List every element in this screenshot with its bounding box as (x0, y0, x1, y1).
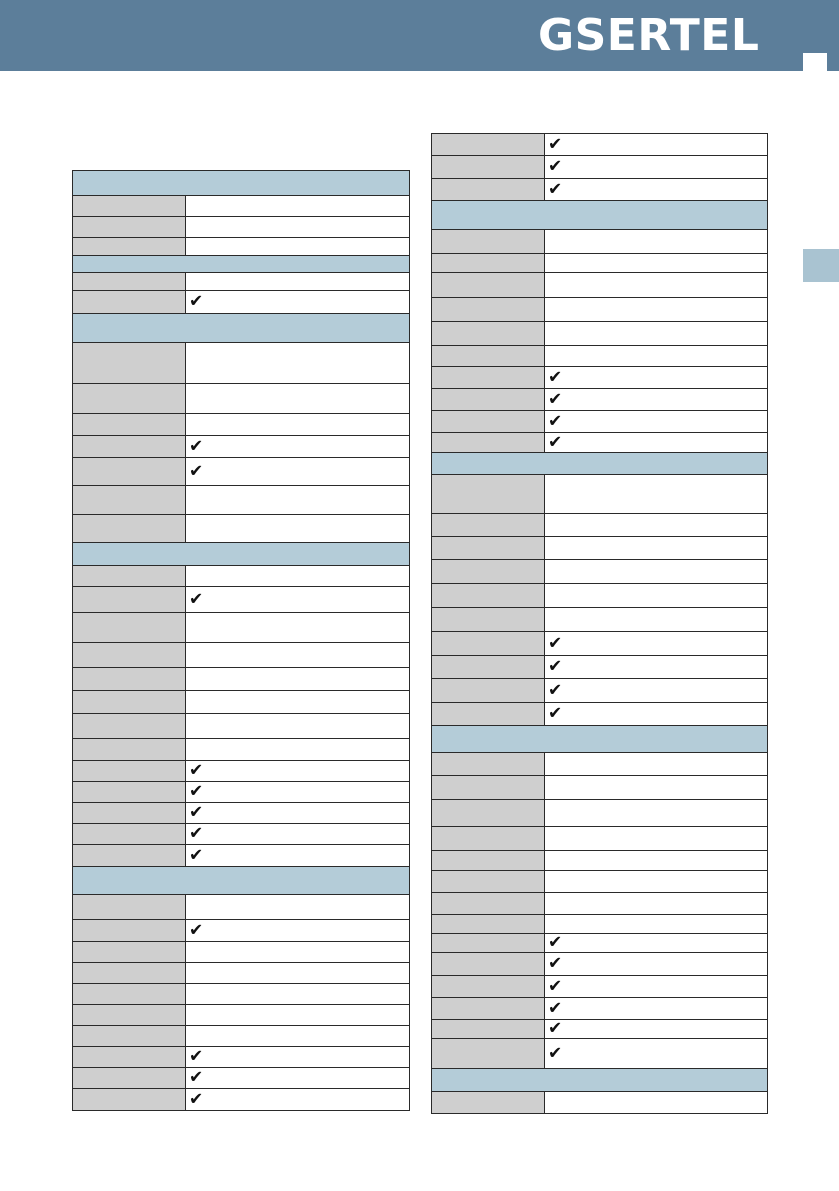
value-cell (545, 475, 767, 513)
label-cell (73, 1047, 186, 1067)
checkmark-icon: ✔ (548, 134, 563, 154)
table-row (432, 134, 767, 156)
table-row (73, 691, 409, 714)
value-cell (186, 436, 409, 457)
value-cell (186, 238, 409, 255)
value-cell (545, 156, 767, 178)
value-cell (545, 134, 767, 155)
table-row (432, 800, 767, 827)
label-cell (432, 298, 545, 321)
checkmark-icon: ✔ (548, 1018, 563, 1039)
label-cell (73, 291, 186, 313)
value-cell (186, 803, 409, 823)
table-row (73, 414, 409, 436)
table-row (73, 217, 409, 238)
table-row (73, 196, 409, 217)
checkmark-icon: ✔ (189, 802, 204, 823)
label-cell (73, 824, 186, 844)
label-cell (432, 389, 545, 410)
table-row (73, 486, 409, 515)
label-cell (432, 608, 545, 631)
table-row (432, 433, 767, 453)
value-cell (545, 656, 767, 678)
label-cell (73, 782, 186, 802)
value-cell (186, 414, 409, 435)
table-row (432, 346, 767, 367)
table-row (432, 179, 767, 201)
table-row (432, 851, 767, 871)
table-row (432, 322, 767, 346)
label-cell (73, 920, 186, 941)
table-row (73, 384, 409, 414)
label-cell (73, 273, 186, 290)
table-row (73, 515, 409, 543)
value-cell (545, 679, 767, 702)
value-cell (186, 486, 409, 514)
table-row (432, 1020, 767, 1039)
checkmark-icon: ✔ (189, 1067, 204, 1088)
table-row (432, 934, 767, 953)
table-row (73, 643, 409, 668)
label-cell (73, 761, 186, 781)
value-cell (545, 953, 767, 975)
table-row (432, 254, 767, 273)
table-row (73, 1089, 409, 1110)
label-cell (432, 179, 545, 200)
label-cell (432, 703, 545, 725)
table-row (432, 230, 767, 254)
label-cell (432, 433, 545, 452)
section-side-tab (803, 249, 839, 282)
label-cell (432, 322, 545, 345)
label-cell (73, 566, 186, 586)
table-row (432, 389, 767, 411)
label-cell (432, 934, 545, 952)
table-row (432, 584, 767, 608)
label-cell (432, 998, 545, 1019)
table-row (73, 238, 409, 256)
table-row (73, 1005, 409, 1026)
section-header-row (432, 201, 767, 230)
value-cell (186, 566, 409, 586)
label-cell (432, 156, 545, 178)
value-cell (186, 824, 409, 844)
table-row (432, 915, 767, 934)
table-row (432, 827, 767, 851)
value-cell (545, 827, 767, 850)
value-cell (186, 384, 409, 413)
label-cell (432, 273, 545, 297)
value-cell (545, 608, 767, 631)
value-cell (545, 800, 767, 826)
label-cell (73, 587, 186, 612)
value-cell (545, 322, 767, 345)
table-row (432, 537, 767, 560)
value-cell (186, 668, 409, 690)
value-cell (186, 515, 409, 542)
table-row (73, 845, 409, 867)
table-row (432, 298, 767, 322)
value-cell (186, 1047, 409, 1067)
value-cell (545, 179, 767, 200)
section-header-row (73, 171, 409, 196)
label-cell (432, 753, 545, 775)
value-cell (545, 346, 767, 366)
label-cell (432, 1092, 545, 1113)
label-cell (73, 414, 186, 435)
value-cell (186, 963, 409, 983)
value-cell (545, 389, 767, 410)
value-cell (186, 273, 409, 290)
value-cell (545, 893, 767, 914)
value-cell (186, 1026, 409, 1046)
table-row (73, 1068, 409, 1089)
table-row (432, 475, 767, 514)
label-cell (432, 230, 545, 253)
checkmark-icon: ✔ (548, 1043, 563, 1063)
label-cell (73, 486, 186, 514)
value-cell (545, 514, 767, 536)
value-cell (545, 976, 767, 997)
label-cell (73, 984, 186, 1004)
label-cell (73, 384, 186, 413)
section-header-row (73, 543, 409, 566)
value-cell (186, 942, 409, 962)
label-cell (73, 803, 186, 823)
label-cell (73, 436, 186, 457)
right-spec-table (431, 133, 768, 1114)
table-row (432, 608, 767, 632)
value-cell (545, 1092, 767, 1113)
label-cell (73, 739, 186, 760)
value-cell (545, 537, 767, 559)
value-cell (545, 560, 767, 583)
label-cell (73, 613, 186, 642)
label-cell (73, 643, 186, 667)
table-row (73, 920, 409, 942)
section-header-row (73, 256, 409, 273)
value-cell (545, 915, 767, 933)
checkmark-icon: ✔ (548, 680, 563, 700)
value-cell (545, 851, 767, 870)
value-cell (186, 739, 409, 760)
value-cell (186, 1089, 409, 1110)
checkmark-icon: ✔ (548, 432, 563, 452)
checkmark-icon: ✔ (548, 633, 563, 653)
checkmark-icon: ✔ (548, 953, 563, 974)
table-row (73, 291, 409, 314)
table-row (73, 436, 409, 458)
checkmark-icon: ✔ (548, 156, 563, 177)
value-cell (186, 217, 409, 237)
value-cell (545, 273, 767, 297)
table-row (73, 587, 409, 613)
checkmark-icon: ✔ (548, 411, 563, 431)
label-cell (73, 895, 186, 919)
table-row (432, 998, 767, 1020)
table-row (432, 893, 767, 915)
section-header-row (432, 726, 767, 753)
checkmark-icon: ✔ (548, 976, 563, 996)
checkmark-icon: ✔ (189, 1089, 204, 1109)
label-cell (73, 845, 186, 866)
checkmark-icon: ✔ (189, 920, 204, 940)
label-cell (432, 827, 545, 850)
label-cell (432, 514, 545, 536)
value-cell (545, 411, 767, 432)
table-row (432, 156, 767, 179)
value-cell (545, 367, 767, 388)
table-row (432, 411, 767, 433)
label-cell (432, 560, 545, 583)
value-cell (545, 1020, 767, 1038)
table-row (432, 1092, 767, 1113)
brand-logo: GSERTEL (538, 10, 760, 61)
checkmark-icon: ✔ (189, 760, 204, 781)
checkmark-icon: ✔ (189, 461, 204, 481)
section-header-row (73, 867, 409, 895)
label-cell (73, 196, 186, 216)
label-cell (432, 584, 545, 607)
table-row (73, 1047, 409, 1068)
checkmark-icon: ✔ (548, 656, 563, 677)
table-row (432, 976, 767, 998)
left-spec-table (72, 170, 410, 1111)
label-cell (432, 953, 545, 975)
label-cell (432, 1039, 545, 1068)
checkmark-icon: ✔ (189, 291, 204, 312)
table-row (73, 343, 409, 384)
table-row (73, 942, 409, 963)
label-cell (73, 515, 186, 542)
checkmark-icon: ✔ (548, 179, 563, 199)
table-row (73, 782, 409, 803)
value-cell (186, 845, 409, 866)
value-cell (545, 998, 767, 1019)
value-cell (186, 196, 409, 216)
checkmark-icon: ✔ (548, 703, 563, 724)
value-cell (186, 895, 409, 919)
value-cell (186, 691, 409, 713)
value-cell (545, 254, 767, 272)
section-header-row (432, 453, 767, 475)
value-cell (186, 761, 409, 781)
table-row (432, 679, 767, 703)
table-row (73, 761, 409, 782)
value-cell (545, 934, 767, 952)
value-cell (186, 343, 409, 383)
value-cell (545, 776, 767, 799)
label-cell (432, 800, 545, 826)
table-row (432, 514, 767, 537)
value-cell (186, 1005, 409, 1025)
label-cell (73, 942, 186, 962)
value-cell (545, 632, 767, 655)
value-cell (186, 613, 409, 642)
table-row (432, 1039, 767, 1069)
checkmark-icon: ✔ (548, 389, 563, 409)
label-cell (432, 537, 545, 559)
value-cell (186, 920, 409, 941)
label-cell (73, 963, 186, 983)
checkmark-icon: ✔ (548, 932, 563, 953)
checkmark-icon: ✔ (189, 845, 204, 865)
table-row (432, 656, 767, 679)
table-row (73, 458, 409, 486)
label-cell (432, 134, 545, 155)
value-cell (186, 1068, 409, 1088)
value-cell (186, 782, 409, 802)
table-row (73, 803, 409, 824)
section-header-row (73, 314, 409, 343)
value-cell (545, 584, 767, 607)
label-cell (73, 691, 186, 713)
label-cell (73, 714, 186, 738)
table-row (73, 895, 409, 920)
table-row (432, 367, 767, 389)
table-row (73, 668, 409, 691)
value-cell (545, 433, 767, 452)
label-cell (432, 915, 545, 933)
table-row (432, 703, 767, 726)
table-row (73, 963, 409, 984)
value-cell (186, 643, 409, 667)
value-cell (186, 291, 409, 313)
value-cell (545, 298, 767, 321)
checkmark-icon: ✔ (548, 998, 563, 1018)
label-cell (432, 776, 545, 799)
checkmark-icon: ✔ (189, 781, 204, 802)
table-row (432, 273, 767, 298)
table-row (73, 613, 409, 643)
label-cell (432, 893, 545, 914)
label-cell (432, 475, 545, 513)
table-row (432, 632, 767, 656)
label-cell (432, 346, 545, 366)
checkmark-icon: ✔ (548, 367, 563, 387)
label-cell (432, 679, 545, 702)
label-cell (73, 668, 186, 690)
table-row (73, 984, 409, 1005)
label-cell (432, 254, 545, 272)
table-row (432, 753, 767, 776)
header-bar (0, 0, 839, 71)
label-cell (432, 851, 545, 870)
value-cell (545, 753, 767, 775)
label-cell (73, 217, 186, 237)
label-cell (73, 1005, 186, 1025)
page-tab-marker (803, 53, 827, 71)
value-cell (545, 703, 767, 725)
table-row (73, 739, 409, 761)
table-row (73, 1026, 409, 1047)
table-row (73, 824, 409, 845)
table-row (432, 776, 767, 800)
value-cell (186, 587, 409, 612)
value-cell (186, 984, 409, 1004)
label-cell (432, 871, 545, 892)
label-cell (432, 1020, 545, 1038)
label-cell (73, 1026, 186, 1046)
label-cell (73, 458, 186, 485)
label-cell (73, 1068, 186, 1088)
value-cell (186, 714, 409, 738)
label-cell (73, 343, 186, 383)
checkmark-icon: ✔ (189, 1046, 204, 1067)
checkmark-icon: ✔ (189, 436, 204, 456)
table-row (73, 714, 409, 739)
table-row (432, 953, 767, 976)
label-cell (432, 411, 545, 432)
table-row (73, 273, 409, 291)
label-cell (73, 1089, 186, 1110)
checkmark-icon: ✔ (189, 823, 204, 844)
value-cell (545, 230, 767, 253)
label-cell (432, 632, 545, 655)
value-cell (545, 871, 767, 892)
section-header-row (432, 1069, 767, 1092)
value-cell (186, 458, 409, 485)
label-cell (73, 238, 186, 255)
table-row (432, 560, 767, 584)
table-row (73, 566, 409, 587)
label-cell (432, 976, 545, 997)
label-cell (432, 367, 545, 388)
label-cell (432, 656, 545, 678)
checkmark-icon: ✔ (189, 589, 204, 609)
table-row (432, 871, 767, 893)
value-cell (545, 1039, 767, 1068)
